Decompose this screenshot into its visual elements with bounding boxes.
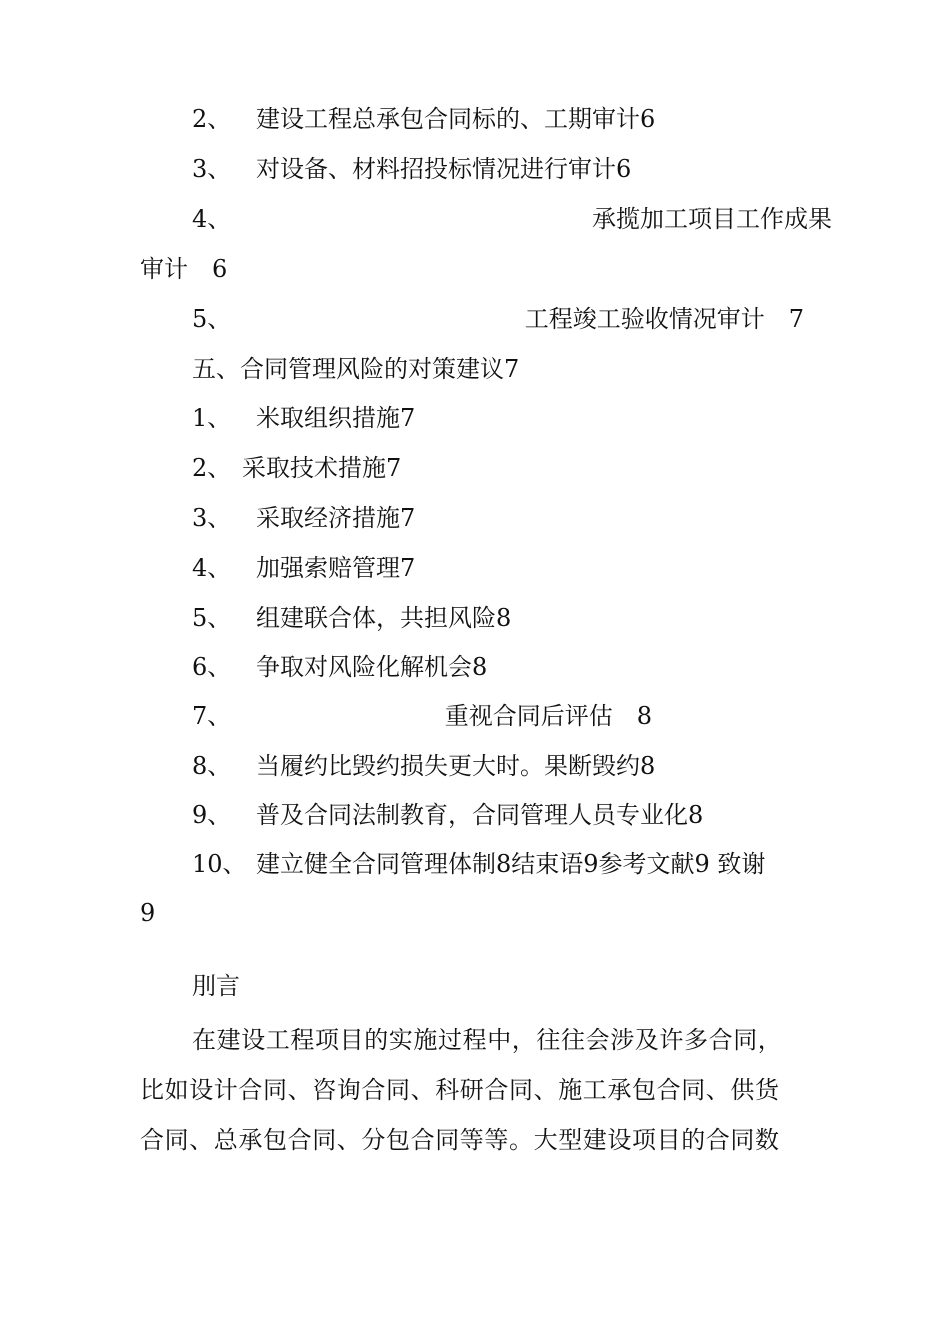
toc-item-number: 3、	[192, 155, 232, 183]
toc-item-text: 对设备、材料招投标情况进行审计6	[256, 155, 632, 183]
preface-line-2: 比如设计合同、咨询合同、科研合同、施工承包合同、供货	[140, 1076, 780, 1104]
toc-item-text: 普及合同法制教育，合同管理人员专业化8	[256, 801, 704, 829]
toc-item-text: 建设工程总承包合同标的、工期审计6	[256, 105, 656, 133]
toc-item-text: 当履约比毁约损失更大时。果断毁约8	[256, 752, 656, 780]
toc-item-number: 9、	[192, 801, 232, 829]
toc-item-text: 采取技术措施7	[242, 454, 402, 482]
toc-item-text: 工程竣工验收情况审计 7	[524, 305, 804, 333]
toc-item-number: 5、	[192, 604, 232, 632]
preface-title: 刖言	[192, 972, 240, 1000]
toc-item-text: 组建联合体，共担风险8	[256, 604, 512, 632]
preface-line-1: 在建设工程项目的实施过程中，往往会涉及许多合同，	[192, 1026, 783, 1054]
toc-item-number: 7、	[192, 702, 232, 730]
toc-section-5: 五、合同管理风险的对策建议7	[192, 355, 520, 383]
toc-item-3-continuation: 审计 6	[140, 255, 228, 283]
toc-item-text: 米取组织措施7	[256, 404, 416, 432]
toc-item-15-continuation: 9	[140, 899, 156, 927]
toc-item-text: 重视合同后评估 8	[444, 702, 652, 730]
toc-item-number: 10、	[192, 850, 247, 878]
preface-line-3: 合同、总承包合同、分包合同等等。大型建设项目的合同数	[140, 1126, 780, 1154]
toc-item-number: 4、	[192, 205, 232, 233]
toc-item-number: 3、	[192, 504, 232, 532]
toc-item-number: 1、	[192, 404, 232, 432]
toc-item-number: 8、	[192, 752, 232, 780]
toc-item-text: 承揽加工项目工作成果	[592, 205, 832, 233]
toc-item-number: 4、	[192, 554, 232, 582]
toc-item-text: 争取对风险化解机会8	[256, 653, 488, 681]
toc-item-number: 2、	[192, 105, 232, 133]
toc-item-number: 5、	[192, 305, 232, 333]
toc-item-text: 采取经济措施7	[256, 504, 416, 532]
toc-item-text: 加强索赔管理7	[256, 554, 416, 582]
toc-item-number: 2、	[192, 454, 232, 482]
toc-item-text: 建立健全合同管理体制8结束语9参考文献9 致谢	[256, 850, 766, 878]
toc-item-number: 6、	[192, 653, 232, 681]
